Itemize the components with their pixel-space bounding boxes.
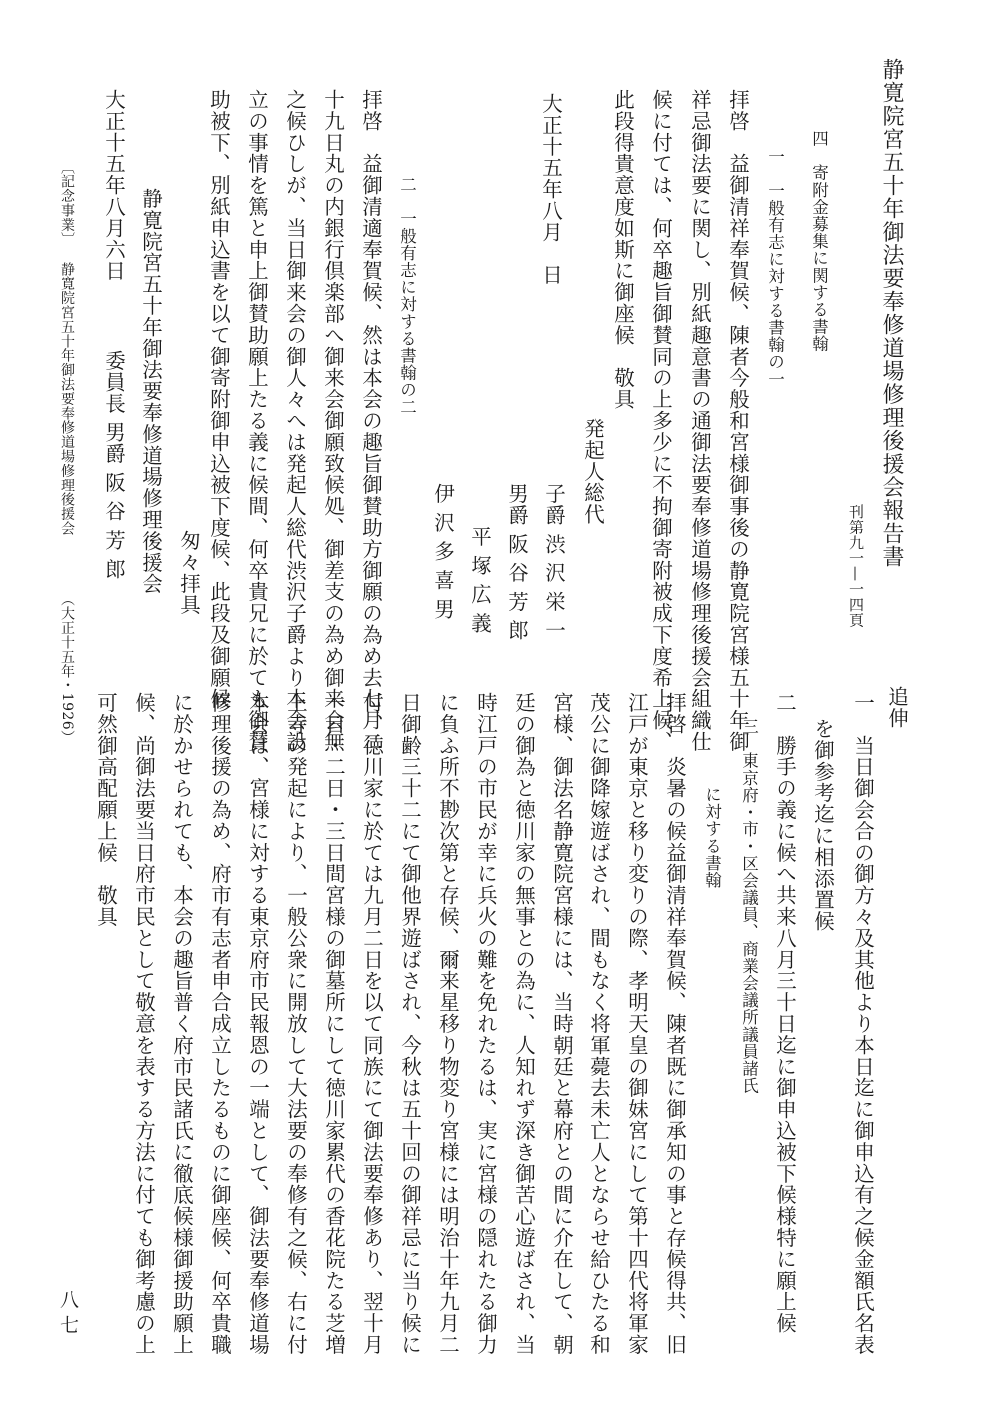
letter-1-signatory-4: 伊 沢 多 喜 男 — [430, 483, 455, 620]
letter-3-line-10: 一日・二日・三日間宮様の御墓所にして徳川家累代の香花院たる芝増 — [321, 692, 346, 1356]
letter-2-line-1: 拝啓 益御清適奉賀候、然は本会の趣旨御賛助方御願の為め去七月二 — [358, 89, 383, 753]
letter-2-chairman: 委員長 男爵 阪 谷 芳 郎 — [101, 350, 126, 580]
letter-3-heading-line-1: 三 東京府・市・区会議員、商業会議所議員諸氏 — [739, 718, 759, 1095]
letter-2-heading: 二 一般有志に対する書翰の二 — [397, 176, 417, 416]
footer-label: 〔記念事業〕 — [59, 160, 75, 247]
document-title: 静寛院宮五十年御法要奉修道場修理後援会報告書 — [879, 58, 904, 569]
letter-3-heading-line-2: に対する書翰 — [702, 786, 722, 889]
postscript-heading: 追伸 — [884, 686, 909, 729]
letter-2-date: 大正十五年八月六日 — [101, 89, 126, 282]
letter-3-line-6: 時江戸の市民が幸に兵火の難を免れたるは、実に宮様の隠れたる御力 — [473, 692, 498, 1356]
letter-2-organization: 静寛院宮五十年御法要奉修道場修理後援会 — [138, 188, 163, 595]
footer-running-title: 静寛院宮五十年御法要奉修道場修理後援会 — [59, 262, 75, 536]
letter-3-line-3: 茂公に御降嫁遊ばされ、間もなく将軍薨去未亡人とならせ給ひたる和 — [586, 692, 611, 1356]
letter-1-signatory-3: 平 塚 広 義 — [467, 526, 492, 634]
letter-1-signatory-1: 子爵 渋 沢 栄 一 — [541, 483, 566, 642]
letter-3-line-16: 可然御高配願上候 敬具 — [93, 692, 118, 928]
letter-3-line-12: 本会は、宮様に対する東京府市民報恩の一端として、御法要奉修道場 — [245, 692, 270, 1356]
letter-3-line-15: 候、尚御法要当日府市民として敬意を表する方法に付ても御考慮の上 — [131, 692, 156, 1356]
letter-1-line-4: 此段得貴意度如斯に御座候 敬具 — [610, 89, 635, 410]
letter-3-line-13: 修理後援の為め、府市有志者申合成立したるものに御座候、何卒貴職 — [207, 692, 232, 1356]
letter-3-line-9: 付、徳川家に於ては九月二日を以て同族にて御法要奉修あり、翌十月 — [359, 692, 384, 1356]
letter-2-line-2: 十九日丸の内銀行倶楽部へ御来会御願致候処、御差支の為め御来会無 — [320, 89, 345, 753]
section-4-heading: 四 寄附金募集に関する書翰 — [809, 130, 829, 353]
letter-3-line-2: 江戸が東京と移り変りの際、孝明天皇の御妹宮にして第十四代将軍家 — [624, 692, 649, 1356]
letter-3-line-11: 上寺の発起により、一般公衆に開放して大法要の奉修有之候、右に付 — [283, 692, 308, 1356]
letter-3-line-14: に於かせられても、本会の趣旨普く府市民諸氏に徹底候様御援助願上 — [169, 692, 194, 1356]
letter-2-line-3: 之候ひしが、当日御来会の御人々へは発起人総代渋沢子爵より本会設 — [282, 89, 307, 753]
letter-3-line-8: 日御齢三十二にて御他界遊ばされ、今秋は五十回の御祥忌に当り候に — [397, 692, 422, 1356]
letter-1-line-2: 祥忌御法要に関し、別紙趣意書の通御法要奉修道場修理後援会組織仕 — [687, 89, 712, 753]
source-reference: 刊第九一—一四頁 — [847, 504, 865, 628]
letter-2-line-4: 立の事情を篤と申上御賛助願上たる義に候間、何卒貴兄に於ても御賛 — [244, 89, 269, 753]
letter-1-signatories-label: 発起人総代 — [580, 418, 605, 525]
footer-era: （大正十五年・1926） — [59, 592, 75, 745]
letter-3-line-4: 宮様、御法名静寛院宮様には、当時朝廷と幕府との間に介在して、朝 — [549, 692, 574, 1356]
letter-2-closing: 匆々拝具 — [176, 530, 201, 616]
postscript-line-3: 二 勝手の義に候へ共来八月三十日迄に御申込被下候様特に願上候 — [772, 692, 797, 1334]
letter-3-line-5: 廷の御為と徳川家の無事との為に、人知れず深き御苦心遊ばされ、当 — [511, 692, 536, 1356]
letter-1-date: 大正十五年八月 日 — [538, 93, 563, 286]
postscript-line-2: を御参考迄に相添置候 — [810, 718, 835, 932]
letter-1-line-1: 拝啓 益御清祥奉賀候、陳者今般和宮様御事後の静寛院宮様五十年御 — [725, 89, 750, 753]
postscript-line-1: 一 当日御会合の御方々及其他より本日迄に御申込有之候金額氏名表 — [850, 692, 875, 1356]
letter-3-line-1: 拝啓 炎暑の候益御清祥奉賀候、陳者既に御承知の事と存候得共、旧 — [662, 692, 687, 1356]
letter-1-heading: 一 一般有志に対する書翰の一 — [765, 148, 785, 388]
letter-2-line-5: 助被下、別紙申込書を以て御寄附御申込被下度候、此段及御願候 — [206, 89, 231, 710]
letter-1-line-3: 候に付ては、何卒趣旨御賛同の上多少に不拘御寄附被成下度希上候、 — [648, 89, 673, 753]
letter-3-line-7: に負ふ所不尠次第と存候、爾来星移り物変り宮様には明治十年九月二 — [435, 692, 460, 1356]
page-number: 八七 — [57, 1290, 79, 1340]
letter-1-signatory-2: 男爵 阪 谷 芳 郎 — [504, 483, 529, 642]
